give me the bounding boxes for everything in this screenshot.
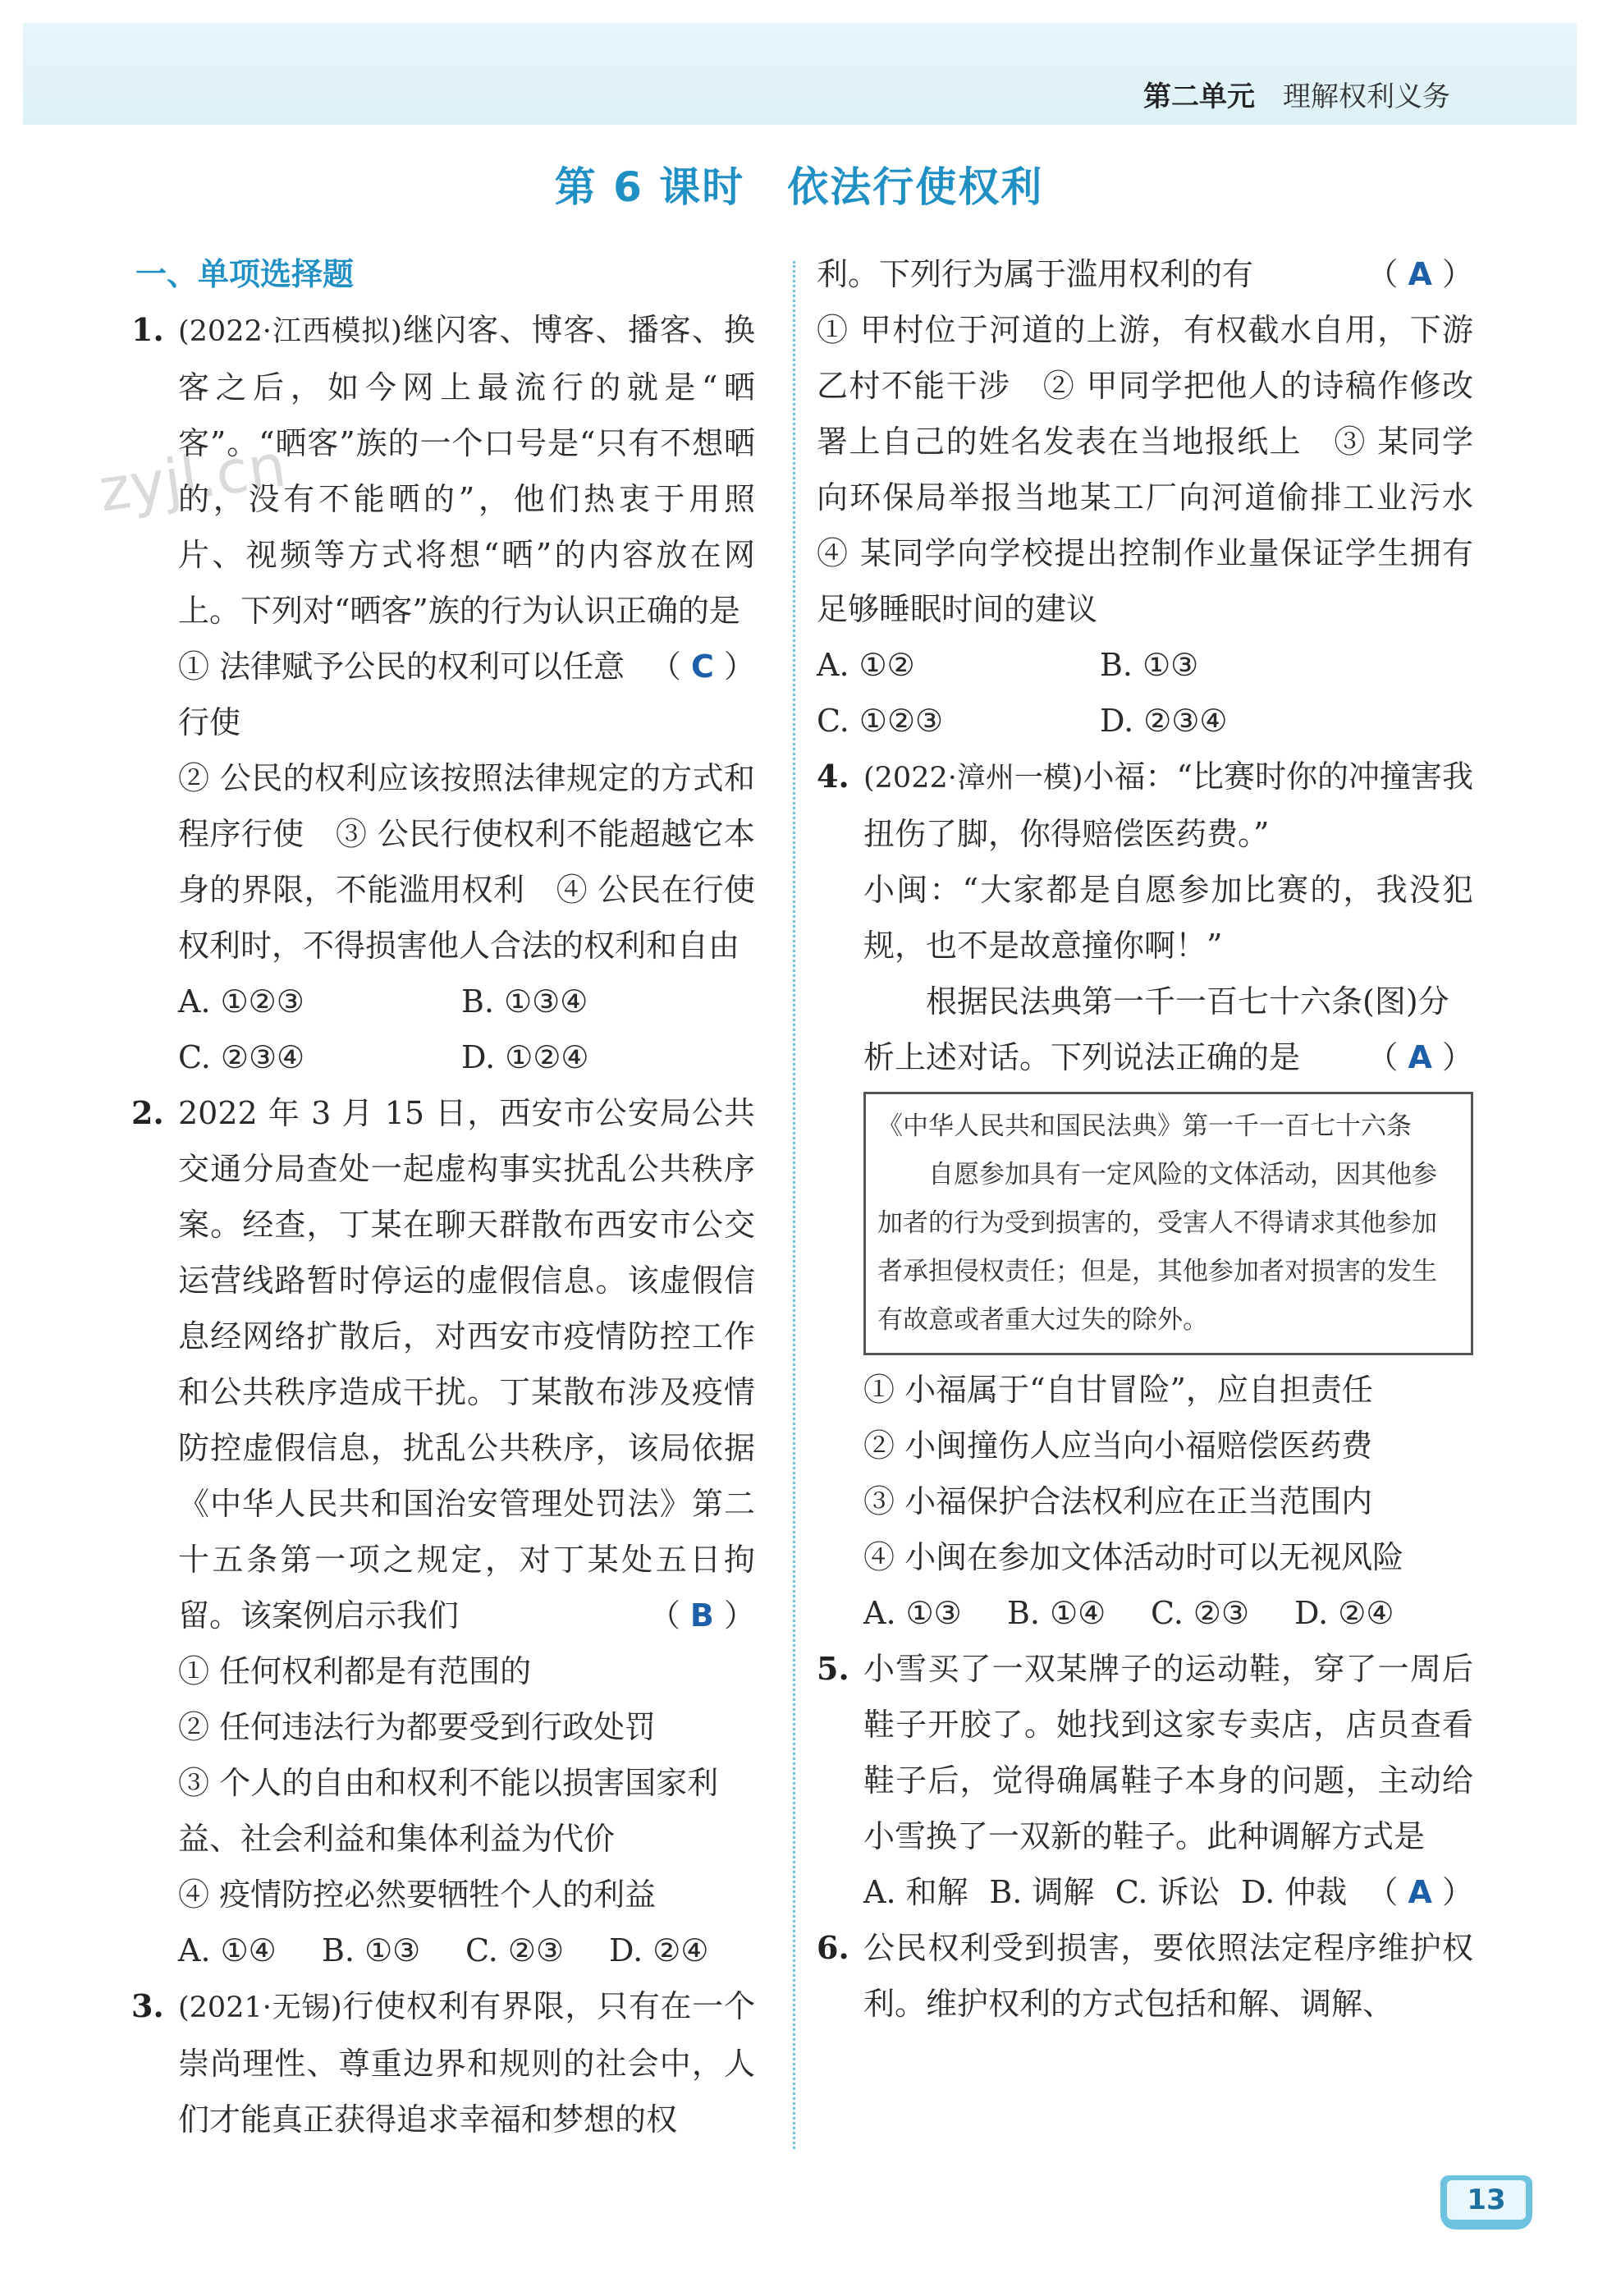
question-text: 继闪客、博客、播客、换客之后，如今网上最流行的就是“晒客”。“晒客”族的一个口号是“只有不想晒的，没有不能晒的”，他们热衷于用照片、视频等方式将想“晒”的内容放在网上。下列对“晒客”族的行为认识正确的是 bbox=[178, 312, 755, 629]
question-source: (2022·漳州一模) bbox=[863, 762, 1083, 795]
watermark: zyjl.cn bbox=[94, 430, 291, 525]
question-text: 行使权利有界限，只有在一个崇尚理性、尊重边界和规则的社会中，人们才能真正获得追求幸福和梦想的权 bbox=[178, 1988, 755, 2138]
unit-number: 第二单元 bbox=[1143, 80, 1255, 113]
unit-label bbox=[1143, 74, 1450, 114]
section-title: 一、单项选择题 bbox=[135, 256, 355, 292]
choice-a[interactable]: A. ①③ bbox=[863, 1595, 962, 1631]
answer-bracket: （ C ） bbox=[649, 648, 755, 685]
question-3-continued bbox=[817, 246, 1473, 302]
answer: A bbox=[1408, 256, 1432, 292]
choice-a[interactable]: A. ①②③ bbox=[178, 983, 304, 1020]
statement: ③ 个人的自由和权利不能以损害国家利益、社会利益和集体利益为代价 bbox=[178, 1765, 719, 1857]
question-number: 2. bbox=[131, 1094, 164, 1131]
choice-d[interactable]: D. ②④ bbox=[1294, 1595, 1394, 1631]
question-4 bbox=[817, 749, 1473, 862]
right-column bbox=[817, 246, 1505, 2032]
question-text: 利。下列行为属于滥用权利的有 bbox=[817, 256, 1254, 292]
statement: ① 任何权利都是有范围的 bbox=[178, 1653, 532, 1689]
question-text: 小闽：“大家都是自愿参加比赛的，我没犯规，也不是故意撞你啊！” bbox=[863, 872, 1473, 964]
question-2 bbox=[131, 1085, 755, 1643]
choice-a[interactable]: A. 和解 bbox=[863, 1874, 968, 1910]
choice-b[interactable]: B. ①③ bbox=[322, 1932, 421, 1968]
statement: ③ 小福保护合法权利应在正当范围内 bbox=[863, 1483, 1373, 1519]
choice-b[interactable]: B. 调解 bbox=[989, 1874, 1095, 1910]
unit-title: 理解权利义务 bbox=[1283, 80, 1450, 113]
statement: ② 小闽撞伤人应当向小福赔偿医药费 bbox=[863, 1428, 1373, 1464]
question-number: 4. bbox=[817, 758, 849, 795]
choices-row bbox=[817, 693, 1473, 749]
question-text-3: 根据民法典第一千一百七十六条(图)分析上述对话。下列说法正确的是 （ A ） bbox=[817, 974, 1473, 1085]
page-number-badge bbox=[1440, 2175, 1532, 2230]
answer-bracket: （ A ） bbox=[1367, 1039, 1473, 1075]
question-source: (2021·无锡) bbox=[178, 1991, 342, 2024]
law-excerpt-box bbox=[863, 1092, 1473, 1355]
answer: B bbox=[689, 1597, 714, 1634]
statement: ① 法律赋予公民的权利可以任意行使 bbox=[178, 648, 625, 740]
choice-d[interactable]: D. ①②④ bbox=[461, 1039, 589, 1075]
question-text: 小雪买了一双某牌子的运动鞋，穿了一周后鞋子开胶了。她找到这家专卖店，店员查看鞋子后，觉得确属鞋子本身的问题，主动给小雪换了一双新的鞋子。此种调解方式是 bbox=[863, 1651, 1473, 1854]
choices-row bbox=[131, 1029, 755, 1085]
answer-bracket: （ B ） bbox=[648, 1597, 755, 1634]
answer-bracket: （ A ） bbox=[1367, 1874, 1473, 1910]
answer-bracket: （ A ） bbox=[1367, 256, 1473, 292]
choice-b[interactable]: B. ①④ bbox=[1007, 1595, 1106, 1631]
choices-row bbox=[817, 637, 1473, 693]
choice-a[interactable]: A. ①② bbox=[817, 647, 915, 683]
lesson-title: 第 6 课时 依法行使权利 bbox=[554, 163, 1044, 211]
question-number: 6. bbox=[817, 1929, 849, 1966]
statement: ④ 疫情防控必然要牺牲个人的利益 bbox=[178, 1877, 657, 1913]
choice-c[interactable]: C. ②③④ bbox=[178, 1039, 305, 1075]
choice-c[interactable]: C. ①②③ bbox=[817, 703, 944, 739]
choice-c[interactable]: C. ②③ bbox=[465, 1932, 565, 1968]
choice-c[interactable]: C. ②③ bbox=[1151, 1595, 1250, 1631]
question-text: 公民权利受到损害，要依照法定程序维护权利。维护权利的方式包括和解、调解、 bbox=[863, 1930, 1473, 2022]
answer: C bbox=[691, 648, 714, 685]
answer: A bbox=[1408, 1039, 1432, 1075]
choices-row bbox=[817, 1864, 1367, 1920]
question-number: 5. bbox=[817, 1650, 849, 1687]
law-title: 《中华人民共和国民法典》第一千一百七十六条 bbox=[877, 1111, 1412, 1141]
statement: ② 任何违法行为都要受到行政处罚 bbox=[178, 1709, 657, 1745]
left-column bbox=[131, 246, 755, 2147]
question-1 bbox=[131, 302, 755, 685]
statement: ① 甲村位于河道的上游，有权截水自用，下游乙村不能干涉 ② 甲同学把他人的诗稿作修改署上自己的姓名发表在当地报纸上 ③ 某同学向环保局举报当地某工厂向河道偷排工业污水 ④ 某同学向学校提出控制作业量保证学生拥有足够睡眠时间的建议 bbox=[817, 312, 1505, 627]
question-number: 1. bbox=[131, 311, 164, 348]
question-text: 小福：“比赛时你的冲撞害我扭伤了脚，你得赔偿医药费。” bbox=[863, 758, 1473, 852]
answer: A bbox=[1408, 1874, 1432, 1910]
choice-c[interactable]: C. 诉讼 bbox=[1115, 1874, 1220, 1910]
question-source: (2022·江西模拟) bbox=[178, 315, 402, 348]
question-6 bbox=[817, 1920, 1473, 2032]
choice-b[interactable]: B. ①③④ bbox=[461, 983, 588, 1020]
page-number: 13 bbox=[1447, 2180, 1526, 2220]
choices-row bbox=[131, 1922, 755, 1978]
statement: ① 小福属于“自甘冒险”，应自担责任 bbox=[863, 1372, 1373, 1408]
choice-d[interactable]: D. ②③④ bbox=[1100, 703, 1228, 739]
law-text: 自愿参加具有一定风险的文体活动，因其他参加者的行为受到损害的，受害人不得请求其他参加者承担侵权责任；但是，其他参加者对损害的发生有故意或者重大过失的除外。 bbox=[877, 1160, 1437, 1335]
question-text: 2022 年 3 月 15 日，西安市公安局公共交通分局查处一起虚构事实扰乱公共秩序案。经查，丁某在聊天群散布西安市公交运营线路暂时停运的虚假信息。该虚假信息经网络扩散后，对西安市疫情防控工作和公共秩序造成干扰。丁某散布涉及疫情防控虚假信息，扰乱公共秩序，该局依据《中华人民共和国治安管理处罚法》第二十五条第一项之规定，对丁某处五日拘留。该案例启示我们 bbox=[178, 1095, 755, 1634]
choices-row bbox=[817, 1585, 1473, 1641]
choice-d[interactable]: D. ②④ bbox=[609, 1932, 709, 1968]
question-3 bbox=[131, 1978, 755, 2147]
choices-row bbox=[131, 974, 755, 1029]
column-divider bbox=[793, 261, 795, 2149]
statement: ② 公民的权利应该按照法律规定的方式和程序行使 ③ 公民行使权利不能超越它本身的界限，不能滥用权利 ④ 公民在行使权利时，不得损害他人合法的权利和自由 bbox=[178, 760, 755, 964]
choice-d[interactable]: D. 仲裁 bbox=[1241, 1874, 1348, 1910]
question-number: 3. bbox=[131, 1987, 164, 2024]
statement: ④ 小闽在参加文体活动时可以无视风险 bbox=[863, 1539, 1404, 1575]
choice-a[interactable]: A. ①④ bbox=[178, 1932, 277, 1968]
choice-b[interactable]: B. ①③ bbox=[1100, 647, 1199, 683]
